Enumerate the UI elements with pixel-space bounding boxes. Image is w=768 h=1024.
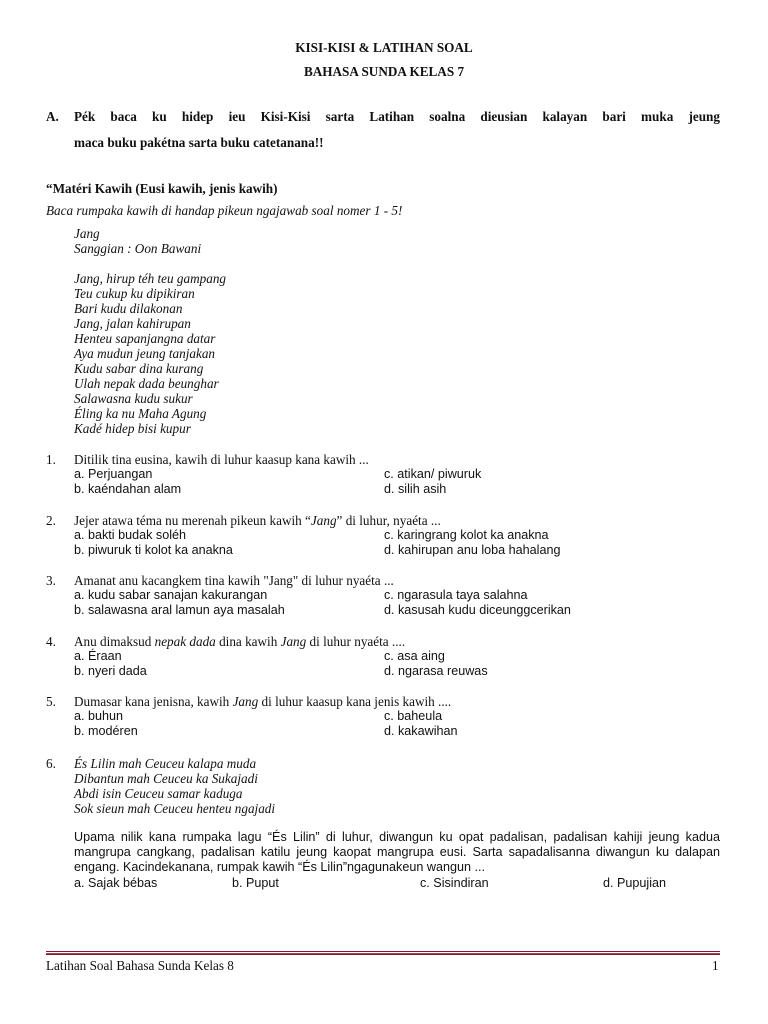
question-stem-part: Jang <box>310 513 337 528</box>
option-c: c. ngarasula taya salahna <box>384 588 528 602</box>
question-stem <box>74 573 394 588</box>
option-d: d. kakawihan <box>384 724 458 738</box>
page-number: 1 <box>712 958 719 973</box>
option-d: d. kahirupan anu loba hahalang <box>384 543 561 557</box>
question-stem-part: Dumasar kana jenisna, kawih <box>74 694 233 709</box>
poem-line: Kudu sabar dina kurang <box>74 361 204 376</box>
option-a: a. bakti budak soléh <box>74 528 187 542</box>
poem-line: Éling ka nu Maha Agung <box>74 406 207 421</box>
q6-lyric-line: Abdi isin Ceuceu samar kaduga <box>74 786 243 801</box>
footer-rule-line-1 <box>46 951 720 952</box>
question-stem-part: Jejer atawa téma nu merenah pikeun kawih “ <box>74 513 311 528</box>
q6-paragraph: Upama nilik kana rumpaka lagu “És Lilin” di luhur, diwangun ku opat padalisan, padalisan kahiji jeung kadua mangrupa cangkang, padalisan katilu jeung kaopat mangrupa eusi. Sarta sapadalisanna diwangun ku dalapan engang. Kacindekanana, rumpak kawih “És Lilin”ngagunakeun wangun ... <box>74 830 720 874</box>
q6-option-c: c. Sisindiran <box>420 876 489 890</box>
option-b: b. nyeri dada <box>74 664 147 678</box>
question-stem-part: Jang <box>232 694 259 709</box>
question-stem-part: di luhur kaasup kana jenis kawih .... <box>258 694 452 709</box>
q6-lyric-line: Dibantun mah Ceuceu ka Sukajadi <box>74 771 258 786</box>
question-number: 1. <box>46 452 56 467</box>
option-c: c. atikan/ piwuruk <box>384 467 482 481</box>
option-a: a. kudu sabar sanajan kakurangan <box>74 588 268 602</box>
poem-line: Salawasna kudu sukur <box>74 391 193 406</box>
question-number: 5. <box>46 694 56 709</box>
materi-instruction: Baca rumpaka kawih di handap pikeun ngajawab soal nomer 1 - 5! <box>46 203 403 218</box>
question-stem-part: di luhur nyaéta .... <box>306 634 406 649</box>
option-b: b. piwuruk ti kolot ka anakna <box>74 543 233 557</box>
document-title: KISI-KISI & LATIHAN SOAL <box>295 40 473 55</box>
footer-text: Latihan Soal Bahasa Sunda Kelas 8 <box>46 958 234 973</box>
q6-option-a: a. Sajak bébas <box>74 876 158 890</box>
question-stem-part: dina kawih <box>215 634 281 649</box>
question-number: 4. <box>46 634 56 649</box>
option-b: b. salawasna aral lamun aya masalah <box>74 603 285 617</box>
option-d: d. silih asih <box>384 482 447 496</box>
option-a: a. buhun <box>74 709 124 723</box>
q6-lyric-line: Sok sieun mah Ceuceu henteu ngajadi <box>74 801 276 816</box>
section-letter: A. <box>46 109 59 124</box>
q6-option-d: d. Pupujian <box>603 876 667 890</box>
footer-rule-line-3 <box>46 954 720 955</box>
poem-line: Ulah nepak dada beunghar <box>74 376 219 391</box>
question-stem <box>74 452 369 467</box>
q6-option-b: b. Puput <box>232 876 279 890</box>
question-stem-part: Ditilik tina eusina, kawih di luhur kaasup kana kawih ... <box>74 452 369 467</box>
q6-number: 6. <box>46 756 56 771</box>
option-a: a. Éraan <box>74 649 122 663</box>
poem-line: Teu cukup ku dipikiran <box>74 286 195 301</box>
question-stem <box>74 513 441 528</box>
section-instruction-line2: maca buku pakétna sarta buku catetanana!! <box>74 135 324 150</box>
question-stem-part: Amanat anu kacangkem tina kawih "Jang" di luhur nyaéta ... <box>74 573 394 588</box>
poem-line: Jang, jalan kahirupan <box>74 316 191 331</box>
option-a: a. Perjuangan <box>74 467 153 481</box>
q6-lyric-line: És Lilin mah Ceuceu kalapa muda <box>74 756 257 771</box>
option-c: c. karingrang kolot ka anakna <box>384 528 549 542</box>
poem-line: Aya mudun jeung tanjakan <box>74 346 216 361</box>
option-c: c. baheula <box>384 709 443 723</box>
document-subtitle: BAHASA SUNDA KELAS 7 <box>303 64 465 79</box>
option-d: d. ngarasa reuwas <box>384 664 488 678</box>
question-stem <box>74 634 405 649</box>
materi-heading: “Matéri Kawih (Eusi kawih, jenis kawih) <box>46 181 278 196</box>
section-instruction-line1: Pék baca ku hidep ieu Kisi-Kisi sarta Latihan soalna dieusian kalayan bari muka jeung <box>74 109 720 124</box>
option-b: b. modéren <box>74 724 138 738</box>
question-stem <box>74 694 451 709</box>
poem-line: Jang, hirup téh teu gampang <box>74 271 227 286</box>
question-stem-part: Anu dimaksud <box>74 634 155 649</box>
poem-title: Jang <box>74 226 100 241</box>
option-b: b. kaéndahan alam <box>74 482 182 496</box>
question-number: 2. <box>46 513 56 528</box>
poem-author: Sanggian : Oon Bawani <box>74 241 202 256</box>
question-stem-part: nepak dada <box>154 634 216 649</box>
poem-line: Kadé hidep bisi kupur <box>74 421 191 436</box>
option-c: c. asa aing <box>384 649 445 663</box>
footer-rule <box>46 951 720 955</box>
question-stem-part: ” di luhur, nyaéta ... <box>336 513 441 528</box>
poem-line: Bari kudu dilakonan <box>74 301 183 316</box>
question-number: 3. <box>46 573 56 588</box>
poem-line: Henteu sapanjangna datar <box>74 331 216 346</box>
option-d: d. kasusah kudu diceunggcerikan <box>384 603 571 617</box>
question-stem-part: Jang <box>280 634 307 649</box>
